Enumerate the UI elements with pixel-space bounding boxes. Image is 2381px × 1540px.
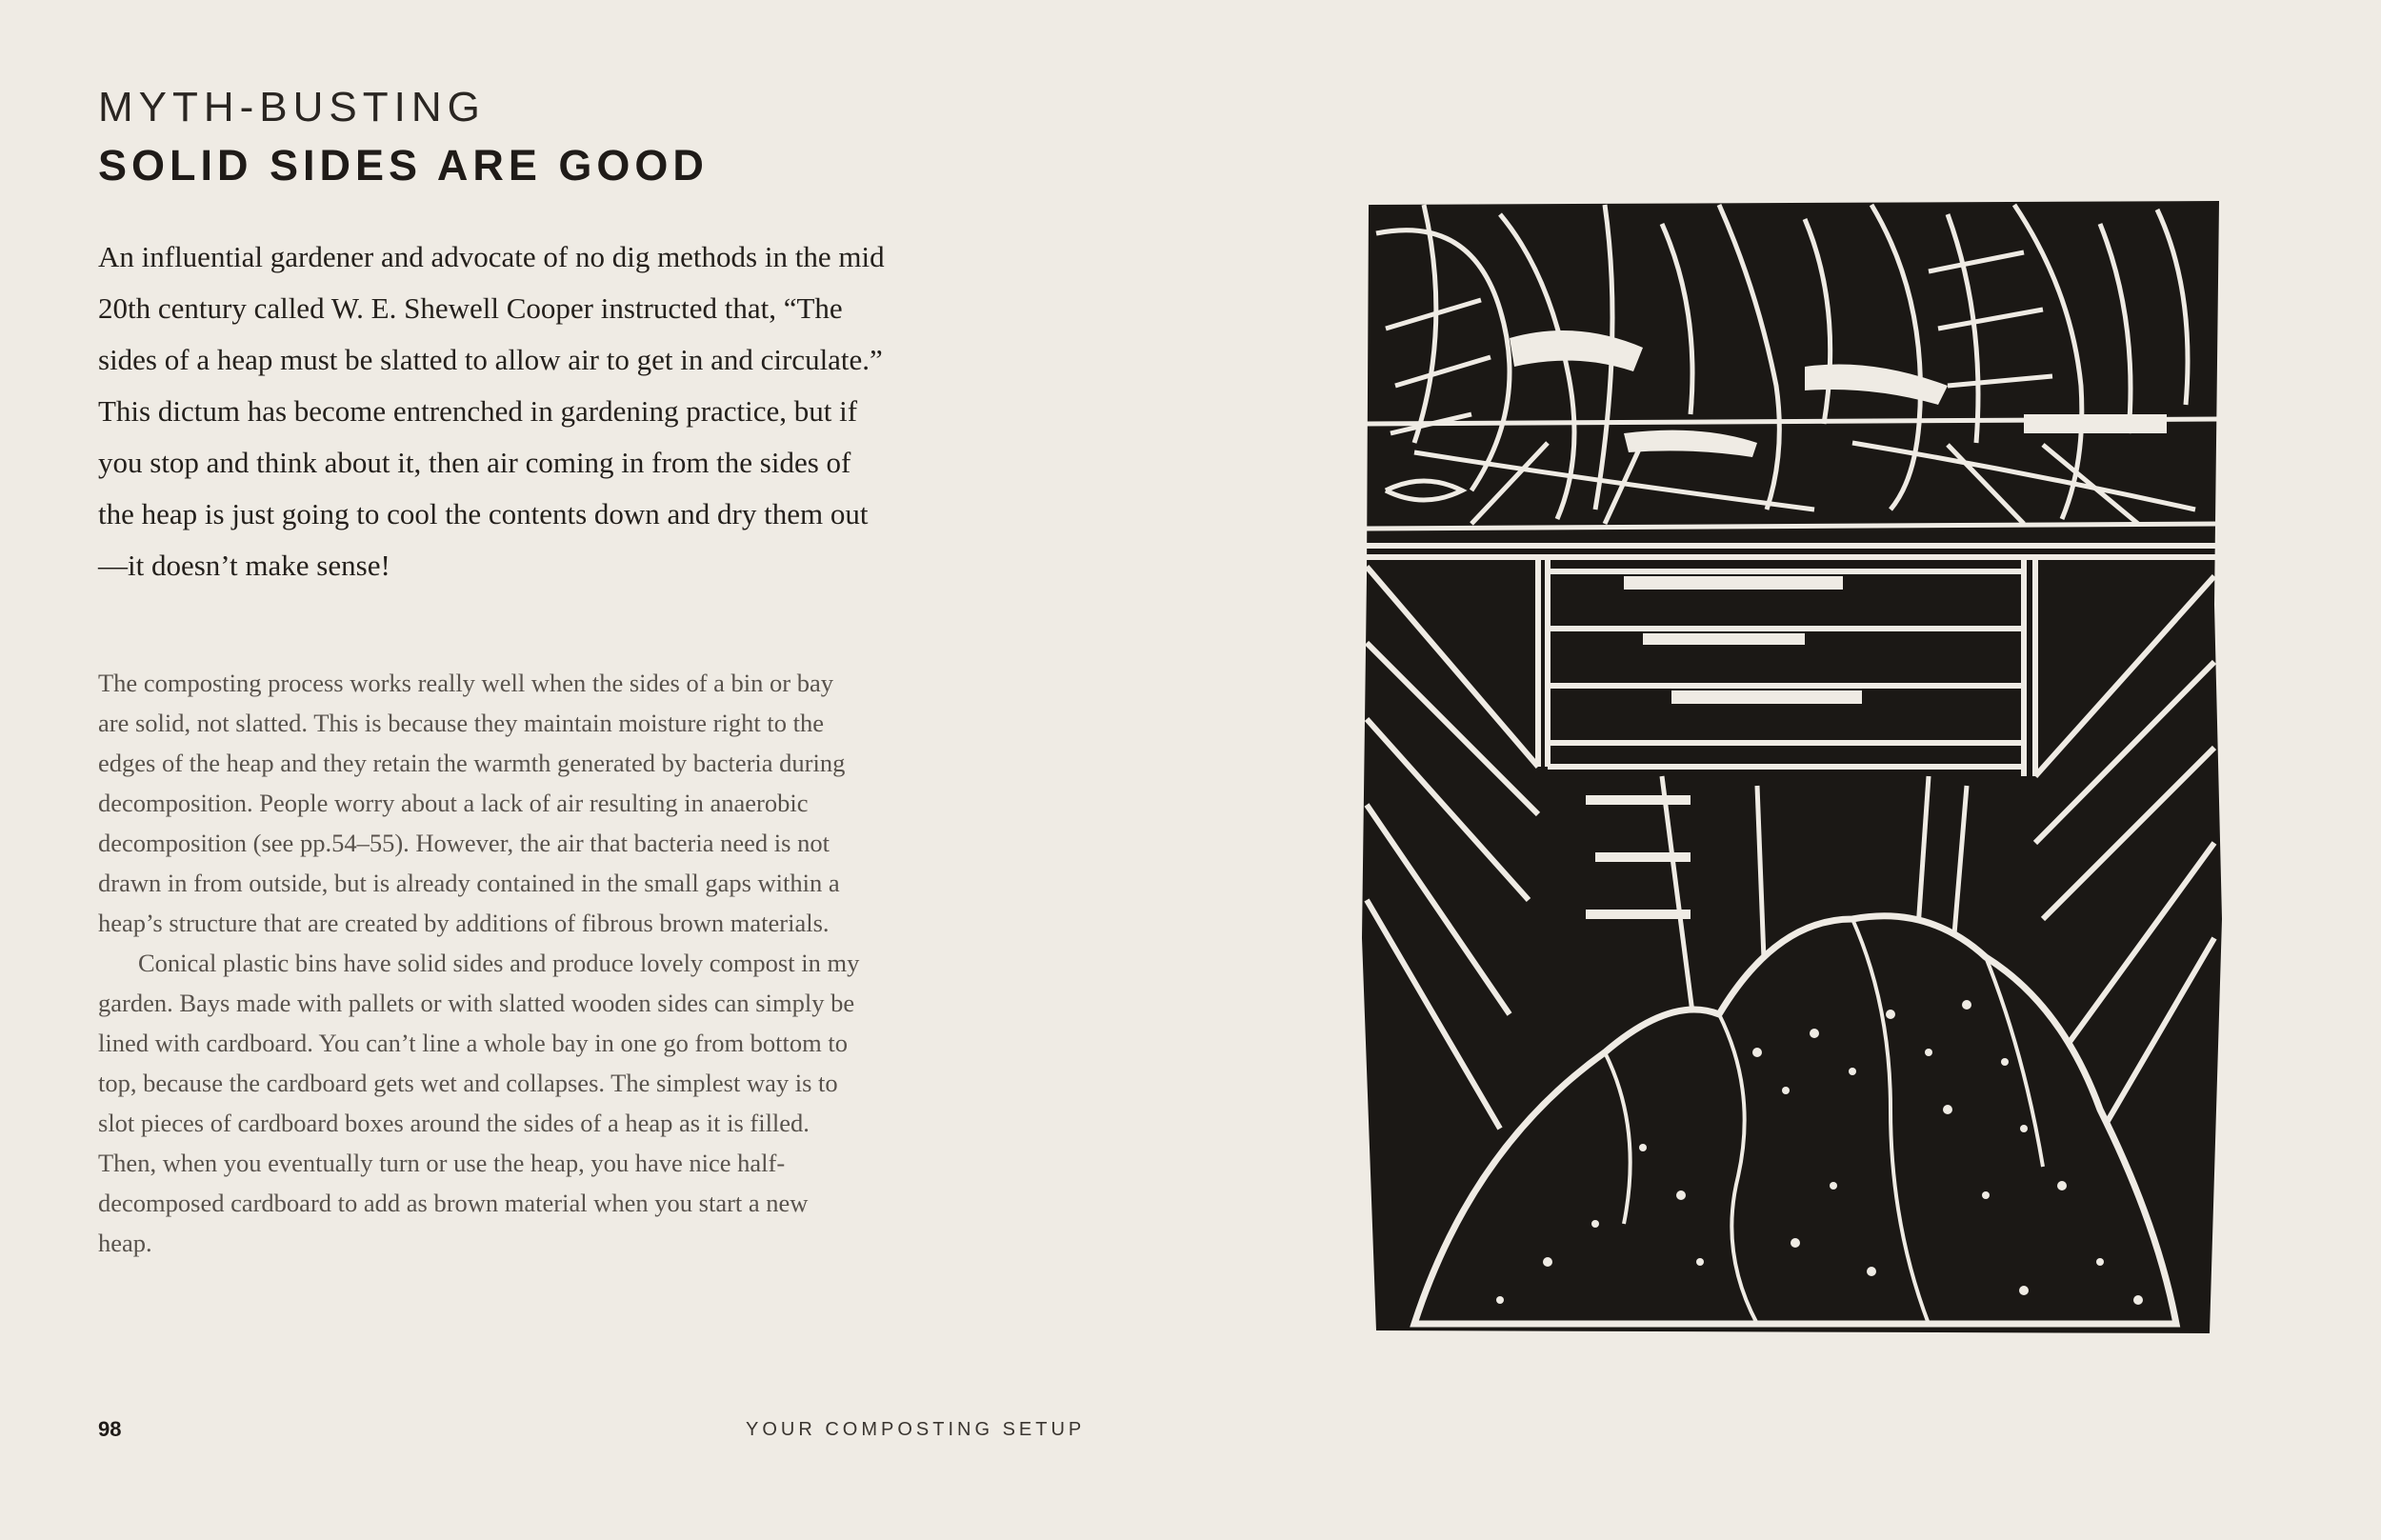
- section-kicker: MYTH-BUSTING: [98, 84, 486, 130]
- compost-bay-linocut-illustration: [1357, 195, 2224, 1338]
- page-title: SOLID SIDES ARE GOOD: [98, 141, 709, 190]
- intro-paragraph: An influential gardener and advocate of no dig methods in the mid 20th century called W. E. Shewell Cooper instructed that, “The sides of a heap must be slatted to allow air to get in and circulate.” This dictum has become entrenched in gardening practice, but if you stop and think about it, then air coming in from the sides of the heap is just going to cool the contents down and dry them out—it doesn’t make sense!: [98, 240, 885, 582]
- body-paragraph-2: Conical plastic bins have solid sides and produce lovely compost in my garden. Bays made with pallets or with slatted wooden sides can simply be lined with cardboard. You can’t line a whole bay in one go from bottom to top, because the cardboard gets wet and collapses. The simplest way is to slot pieces of cardboard boxes around the sides of a heap as it is filled. Then, when you eventually turn or use the heap, you have nice half-decomposed cardboard to add as brown material when you start a new heap.: [98, 949, 860, 1257]
- page-number: 98: [98, 1417, 122, 1441]
- body-paragraph-1: The composting process works really well when the sides of a bin or bay are solid, not slatted. This is because they maintain moisture right to the edges of the heap and they retain the warmth generated by bacteria during decomposition. People worry about a lack of air resulting in anaerobic decomposition (see pp.54–55). However, the air that bacteria need is not drawn in from outside, but is already contained in the small gaps within a heap’s structure that are created by additions of fibrous brown materials.: [98, 669, 846, 937]
- body-text: [98, 663, 860, 1263]
- running-head: YOUR COMPOSTING SETUP: [746, 1419, 1086, 1440]
